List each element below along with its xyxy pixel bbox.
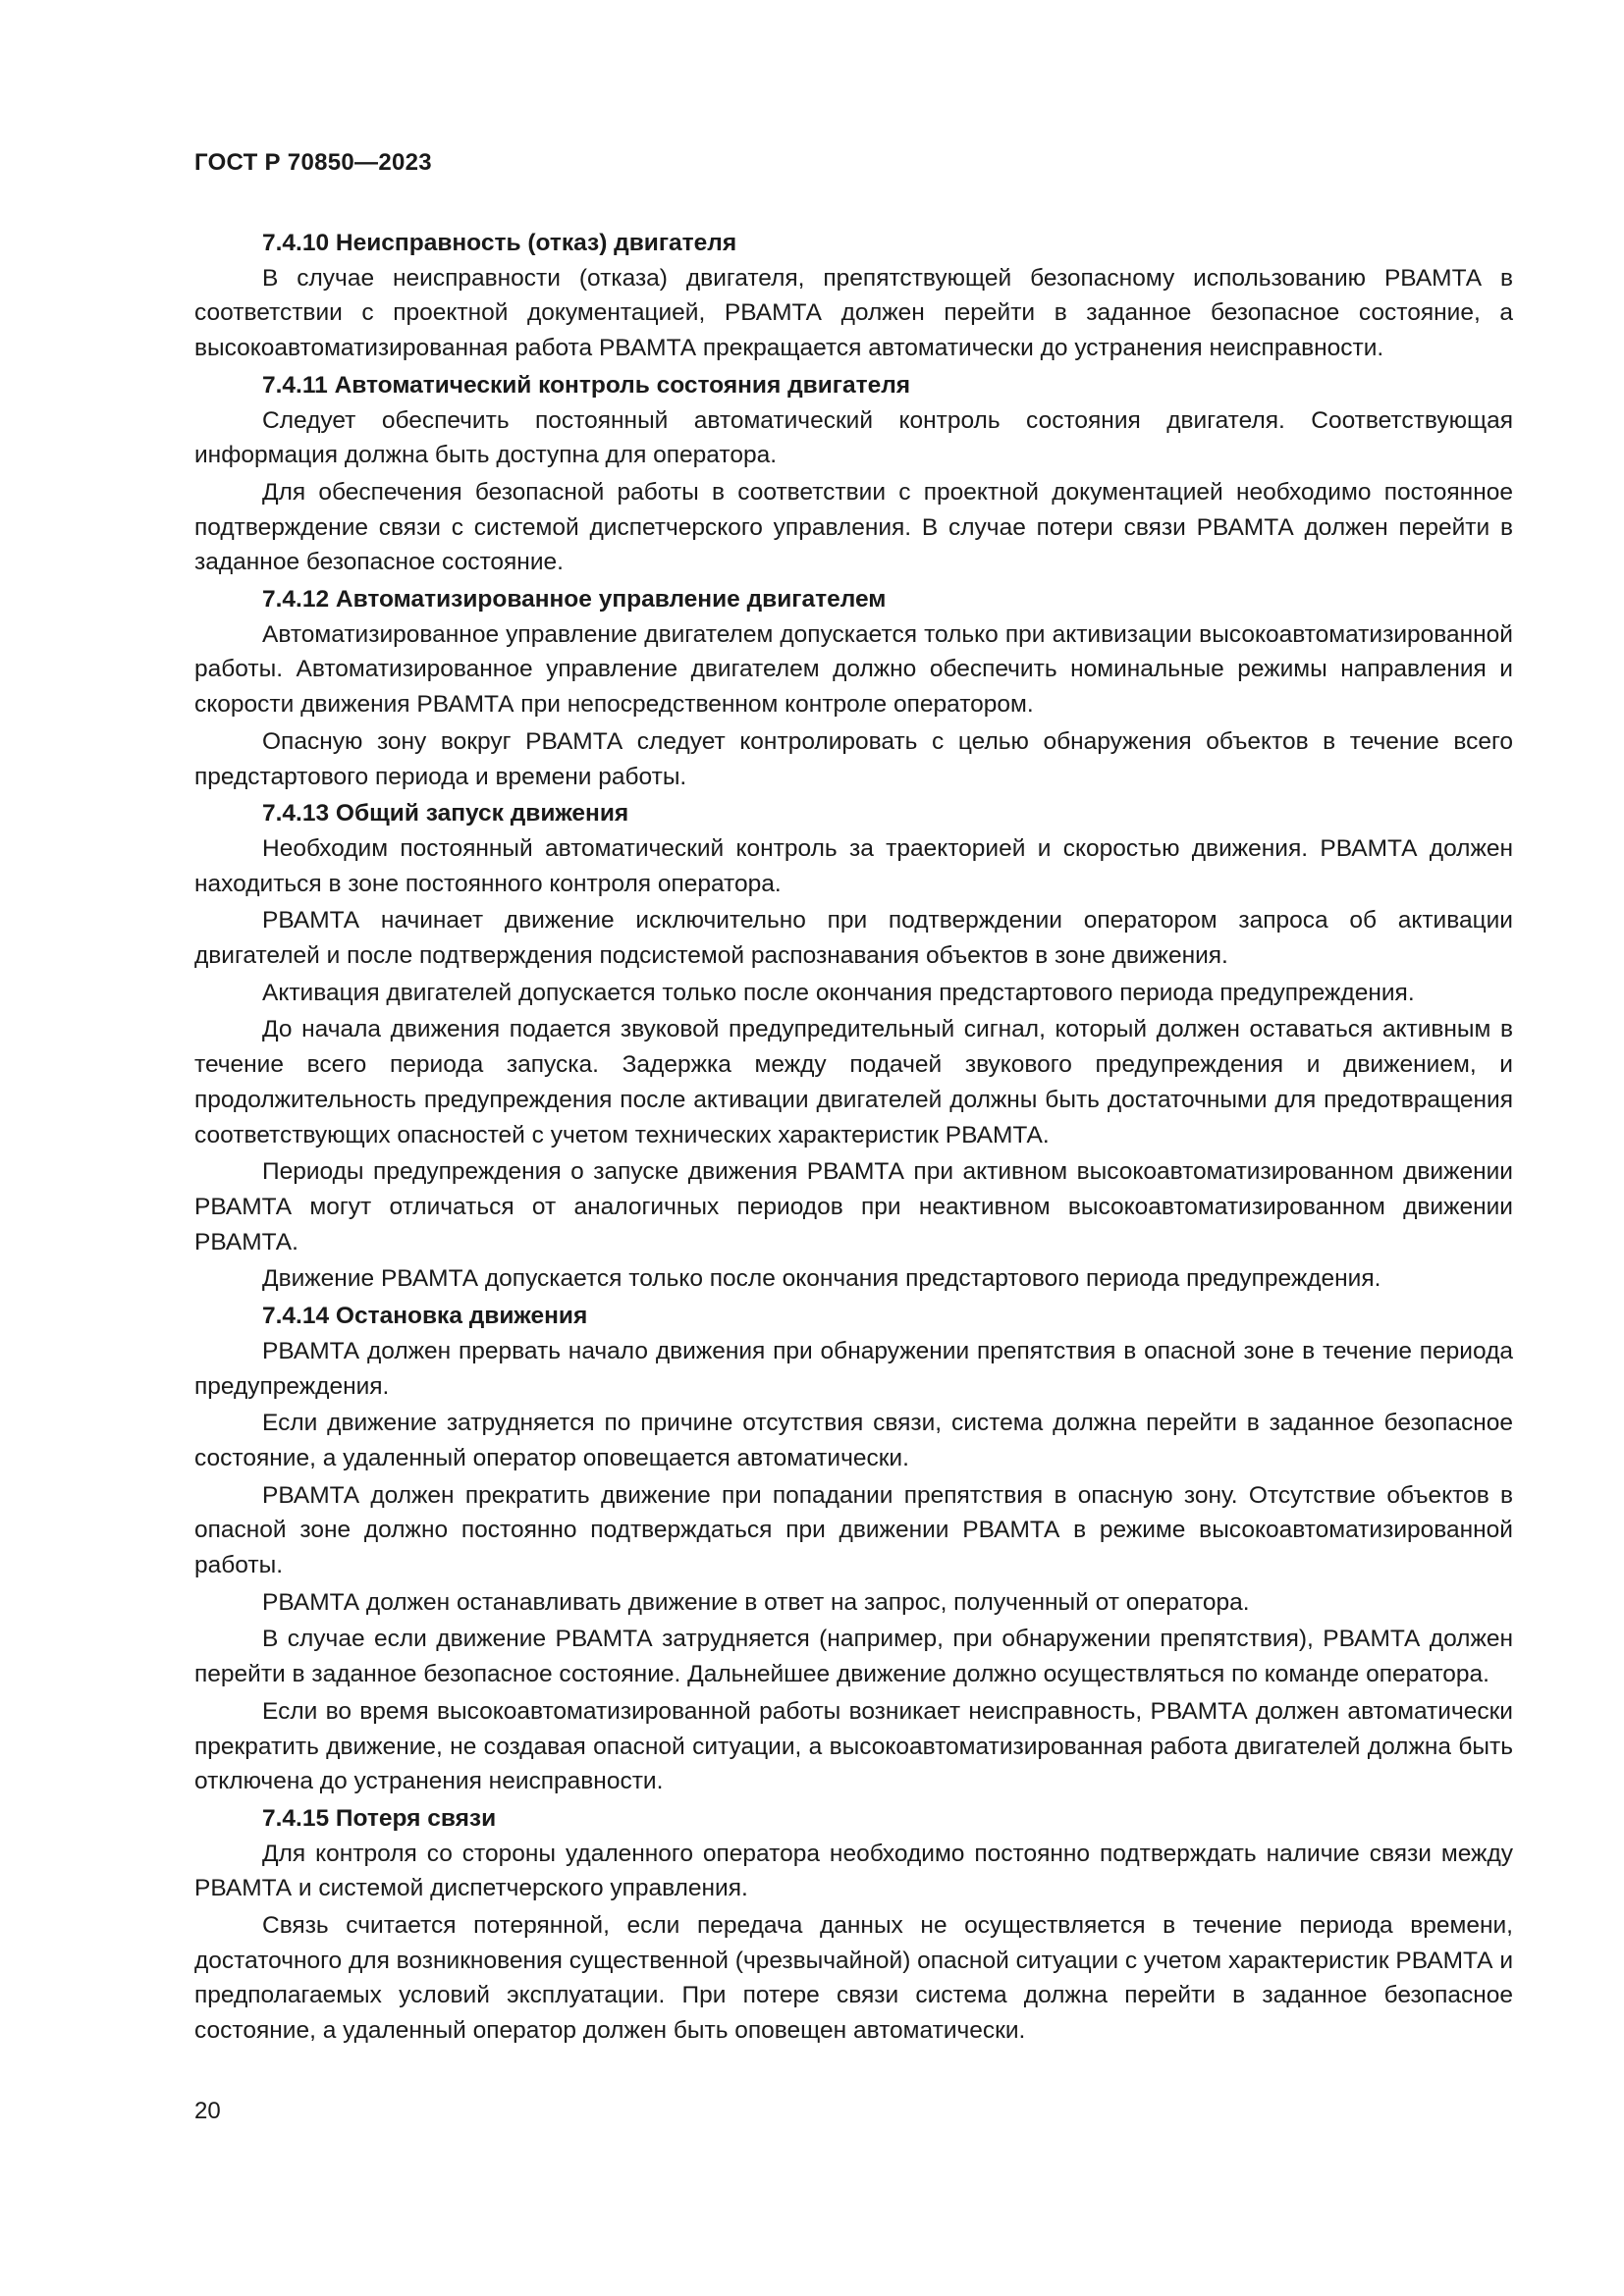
paragraph: Необходим постоянный автоматический контроль за траекторией и скоростью движения. РВАМТА должен находиться в зоне постоянного контроля оператора. (194, 834, 1513, 897)
paragraph: Если движение затрудняется по причине отсутствия связи, система должна перейти в заданное безопасное состояние, а удаленный оператор оповещается автоматически. (194, 1410, 1513, 1471)
section-heading: 7.4.10 Неисправность (отказ) двигателя (262, 230, 737, 256)
paragraph: Для контроля со стороны удаленного оператора необходимо постоянно подтверждать наличие связи между РВАМТА и системой диспетчерского управления. (194, 1840, 1513, 1902)
paragraph: Опасную зону вокруг РВАМТА следует контролировать с целью обнаружения объектов в течение всего предстартового периода и времени работы. (194, 727, 1513, 790)
section-heading: 7.4.13 Общий запуск движения (262, 800, 629, 828)
section-7-4-10 (194, 226, 1513, 366)
paragraph: Движение РВАМТА допускается только после окончания предстартового периода предупреждения. (262, 1265, 1381, 1293)
section-heading: 7.4.15 Потеря связи (262, 1804, 497, 1832)
paragraph: Если во время высокоавтоматизированной работы возникает неисправность, РВАМТА должен автоматически прекратить движение, не создавая опасной ситуации, а высокоавтоматизированная работа двигателей должна быть отключена до устранения неисправности. (194, 1697, 1513, 1795)
document-body (194, 226, 1513, 2051)
section-heading: 7.4.12 Автоматизированное управление двигателем (262, 586, 887, 614)
section-heading: 7.4.14 Остановка движения (262, 1303, 588, 1330)
section-7-4-12 (194, 582, 1513, 794)
paragraph: РВАМТА начинает движение исключительно при подтверждении оператором запроса об активации двигателей и после подтверждения подсистемой распознавания объектов в зоне движения. (194, 907, 1513, 970)
paragraph: Активация двигателей допускается только после окончания предстартового периода предупреждения. (262, 979, 1415, 1006)
paragraph: В случае неисправности (отказа) двигателя, препятствующей безопасному использованию РВАМТА в соответствии с проектной документацией, РВАМТА должен перейти в заданное безопасное состояние, а высокоавтоматизированная работа РВАМТА прекращается автоматически до устранения неисправности. (194, 264, 1513, 362)
section-heading: 7.4.11 Автоматический контроль состояния двигателя (262, 371, 911, 399)
paragraph: Следует обеспечить постоянный автоматический контроль состояния двигателя. Соответствующая информация должна быть доступна для оператора. (194, 406, 1513, 469)
section-7-4-14 (194, 1299, 1513, 1799)
paragraph: РВАМТА должен прекратить движение при попадании препятствия в опасную зону. Отсутствие объектов в опасной зоне должно постоянно подтверждаться при движении РВАМТА в режиме высокоавтоматизированной работы. (194, 1481, 1513, 1579)
paragraph: До начала движения подается звуковой предупредительный сигнал, который должен оставаться активным в течение всего периода запуска. Задержка между подачей звукового предупреждения и движением, и продолжительность предупреждения после активации двигателей должны быть достаточными для предотвращения соответствующих опасностей с учетом технических характеристик РВАМТА. (194, 1016, 1513, 1148)
document-code: ГОСТ Р 70850—2023 (194, 149, 432, 176)
paragraph: РВАМТА должен прервать начало движения при обнаружении препятствия в опасной зоне в течение периода предупреждения. (194, 1337, 1513, 1400)
paragraph: В случае если движение РВАМТА затрудняется (например, при обнаружении препятствия), РВАМТА должен перейти в заданное безопасное состояние. Дальнейшее движение должно осуществляться по команде оператора. (194, 1626, 1513, 1688)
paragraph: Для обеспечения безопасной работы в соответствии с проектной документацией необходимо постоянное подтверждение связи с системой диспетчерского управления. В случае потери связи РВАМТА должен перейти в заданное безопасное состояние. (194, 478, 1513, 576)
paragraph: Связь считается потерянной, если передача данных не осуществляется в течение периода времени, достаточного для возникновения существенной (чрезвычайной) опасной ситуации с учетом характеристик РВАМТА и предполагаемых условий эксплуатации. При потере связи система должна перейти в заданное безопасное состояние, а удаленный оператор должен быть оповещен автоматически. (194, 1912, 1513, 2045)
section-7-4-15 (194, 1801, 1513, 2049)
section-7-4-13 (194, 796, 1513, 1297)
section-7-4-11 (194, 368, 1513, 580)
paragraph: РВАМТА должен останавливать движение в ответ на запрос, полученный от оператора. (262, 1588, 1250, 1616)
paragraph: Автоматизированное управление двигателем допускается только при активизации высокоавтоматизированной работы. Автоматизированное управление двигателем должно обеспечить номинальные режимы направления и скорости движения РВАМТА при непосредственном контроле оператором. (194, 620, 1513, 719)
page-number: 20 (194, 2098, 221, 2124)
paragraph: Периоды предупреждения о запуске движения РВАМТА при активном высокоавтоматизированном движении РВАМТА могут отличаться от аналогичных периодов при неактивном высокоавтоматизированном движении РВАМТА. (194, 1158, 1513, 1255)
